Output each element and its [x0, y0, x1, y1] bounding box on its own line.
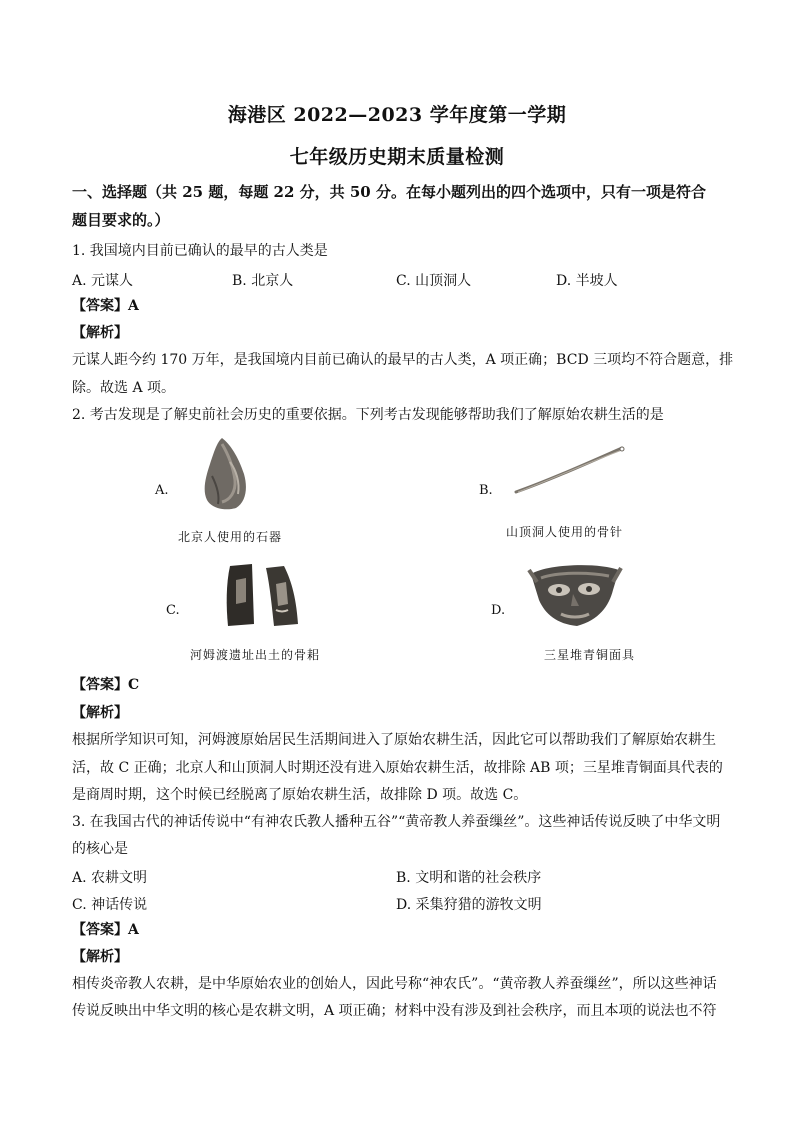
q3-option-b: B. 文明和谐的社会秩序 — [396, 870, 542, 886]
bronze-mask-icon — [527, 560, 623, 628]
q3-analysis-line: 传说反映出中华文明的核心是农耕文明，A 项正确；材料中没有涉及到社会秩序，而且本项的说法也不符 — [72, 1003, 717, 1019]
q2-image-b-letter: B. — [479, 483, 493, 498]
q3-analysis-label: 【解析】 — [72, 949, 128, 965]
q2-image-d-caption: 三星堆青铜面具 — [544, 648, 636, 662]
q3-option-d: D. 采集狩猎的游牧文明 — [396, 897, 542, 913]
q1-analysis-label: 【解析】 — [72, 325, 128, 341]
q3-stem: 的核心是 — [72, 841, 128, 857]
q3-analysis-line: 相传炎帝教人农耕，是中华原始农业的创始人，因此号称“神农氏”。“黄帝教人养蚕缫丝”，所以这些神话 — [72, 976, 717, 992]
q3-option-a: A. 农耕文明 — [72, 870, 148, 886]
q1-analysis-line: 元谋人距今约 170 万年，是我国境内目前已确认的最早的古人类，A 项正确；BCD 三项均不符合题意，排 — [72, 352, 734, 368]
q2-image-c-letter: C. — [166, 603, 180, 618]
q2-image-a-caption: 北京人使用的石器 — [178, 530, 283, 544]
q1-analysis-line: 除。故选 A 项。 — [72, 380, 176, 396]
q2-analysis-line: 活，故 C 正确；北京人和山顶洞人时期还没有进入原始农耕生活，故排除 AB 项；三星堆青铜面具代表的 — [72, 760, 723, 776]
exam-subtitle: 七年级历史期末质量检测 — [289, 146, 505, 168]
q1-option-a: A. 元谋人 — [72, 273, 134, 289]
q1-option-b: B. 北京人 — [232, 273, 294, 289]
section-instruction-line2: 题目要求的。） — [72, 211, 170, 229]
bone-needle-icon — [510, 442, 630, 498]
q1-option-c: C. 山顶洞人 — [396, 273, 472, 289]
exam-title: 海港区 2022—2023 学年度第一学期 — [227, 104, 567, 126]
q2-image-c-caption: 河姆渡遗址出土的骨耜 — [190, 648, 321, 662]
q2-analysis-line: 根据所学知识可知，河姆渡原始居民生活期间进入了原始农耕生活，因此它可以帮助我们了解原始农耕生 — [72, 732, 716, 748]
q1-answer: 【答案】A — [72, 298, 139, 314]
q2-analysis-label: 【解析】 — [72, 705, 128, 721]
q1-stem: 1. 我国境内目前已确认的最早的古人类是 — [72, 243, 328, 259]
section-instruction-line1: 一、选择题（共 25 题，每题 22 分，共 50 分。在每小题列出的四个选项中，只有一项是符合 — [72, 183, 706, 201]
q2-stem: 2. 考古发现是了解史前社会历史的重要依据。下列考古发现能够帮助我们了解原始农耕生活的是 — [72, 407, 664, 423]
q2-answer: 【答案】C — [72, 677, 140, 693]
q3-answer: 【答案】A — [72, 922, 139, 938]
bone-spade-icon — [222, 562, 302, 628]
q2-image-d-letter: D. — [491, 603, 506, 618]
q2-analysis-line: 是商周时期，这个时候已经脱离了原始农耕生活，故排除 D 项。故选 C。 — [72, 787, 528, 803]
q3-option-c: C. 神话传说 — [72, 897, 148, 913]
stone-tool-icon — [200, 436, 250, 511]
q3-stem: 3. 在我国古代的神话传说中“有神农氏教人播种五谷”“黄帝教人养蚕缫丝”。这些神话传说反映了中华文明 — [72, 814, 721, 830]
q2-image-b-caption: 山顶洞人使用的骨针 — [506, 525, 624, 539]
q1-option-d: D. 半坡人 — [556, 273, 618, 289]
q2-image-a-letter: A. — [155, 483, 169, 498]
